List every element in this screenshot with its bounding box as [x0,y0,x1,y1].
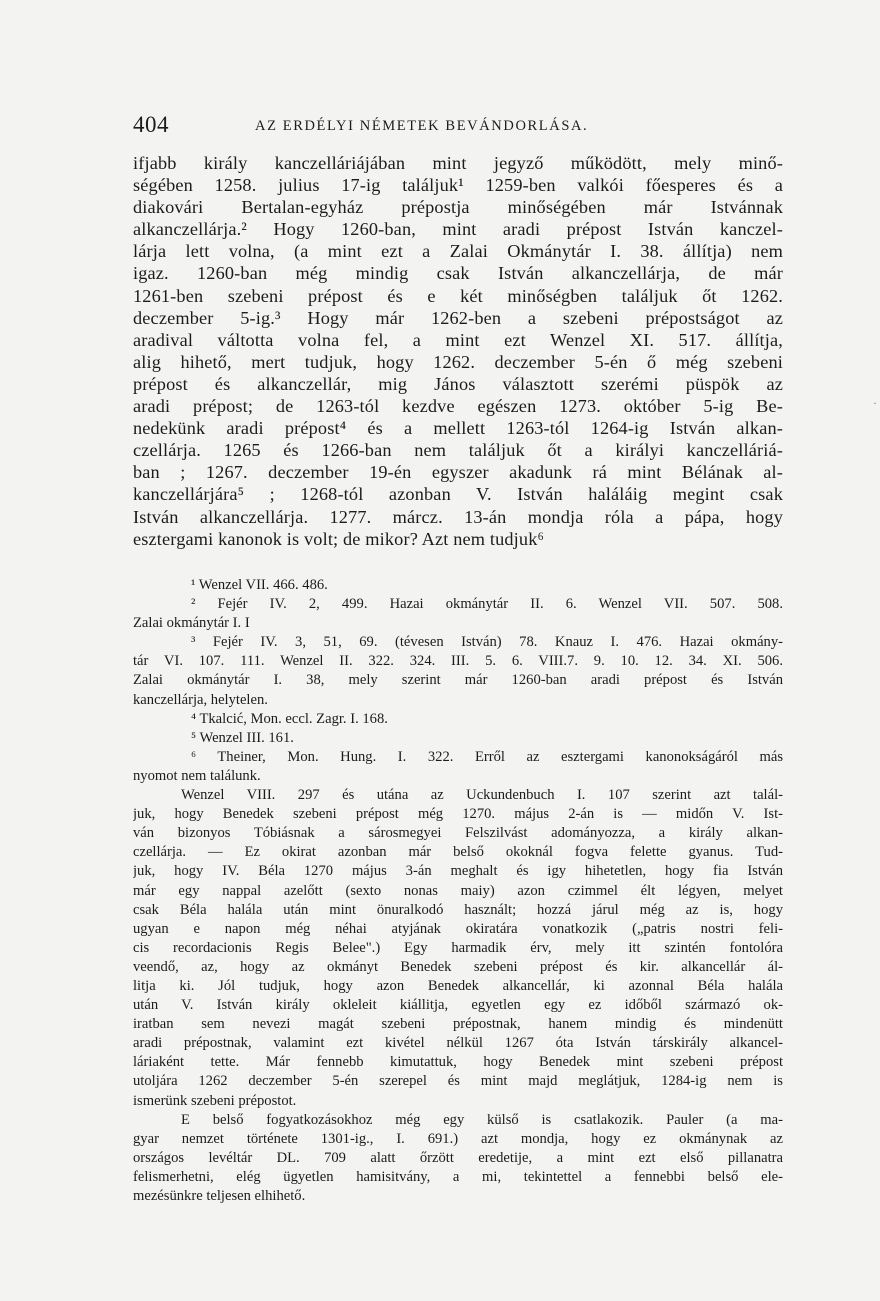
body-text-line: ban ; 1267. deczember 19-én egyszer akadunk rá mint Bélának al- [133,462,783,483]
body-text-line: igaz. 1260-ban még mindig csak István alkanczellárja, de már [133,263,783,284]
footnote-line: aradi prépostnak, valamint ezt kivétel nélkül 1267 óta István társkirály alkancel- [133,1035,783,1052]
footnote-line: utoljára 1262 deczember 5-én szerepel és mint majd meglátjuk, 1284-ig nem is [133,1073,783,1090]
running-title: AZ ERDÉLYI NÉMETEK BEVÁNDORLÁSA. [255,118,589,134]
footnote-line: nyomot nem találunk. [133,767,261,784]
footnote-line: kanczellárja, helytelen. [133,691,268,708]
footnote-line: ⁶ Theiner, Mon. Hung. I. 322. Erről az esztergami kanonokságáról más [191,748,783,765]
footnote-line: ¹ Wenzel VII. 466. 486. [191,577,328,593]
body-text-line: aradival váltotta volna fel, a mint ezt Wenzel XI. 517. állítja, [133,329,783,350]
body-text-line: aradi prépost; de 1263-tól kezdve egészen 1273. október 5-ig Be- [133,396,783,417]
footnote-line: ⁵ Wenzel III. 161. [191,729,294,746]
margin-speck: · [873,396,877,410]
footnote-line: mezésünkre teljesen elhihető. [133,1188,306,1204]
body-text-line: prépost és alkanczellár, mig János választott szerémi püspök az [133,373,783,394]
body-text-line: nedekünk aradi prépost⁴ és a mellett 1263-tól 1264-ig István alkan- [133,418,783,439]
footnote-line: Zalai okmánytár I. I [133,615,250,632]
footnote-line: ⁴ Tkalcić, Mon. eccl. Zagr. I. 168. [191,710,388,727]
body-text-line: lárja lett volna, (a mint ezt a Zalai Okmánytár I. 38. állítja) nem [133,241,783,262]
footnote-line: czellárja. — Ez okirat azonban már belső okoknál fogva felette gyanus. Tud- [133,844,783,861]
footnote-line: ismerünk szebeni prépostot. [133,1092,297,1109]
body-text-line: 1261-ben szebeni prépost és e két minőségben találjuk őt 1262. [133,285,783,306]
footnote-line: E belső fogyatkozásokhoz még egy külső is csatlakozik. Pauler (a ma- [181,1111,783,1128]
body-text-line: diakovári Bertalan-egyház prépostja minőségében már Istvánnak [133,197,783,218]
footnote-line: juk, hogy IV. Béla 1270 május 3-án meghalt és igy hihetetlen, hogy fia István [133,863,783,880]
footnote-line: csak Béla halála után mint önuralkodó használt; hozzá járul még az is, hogy [133,901,783,918]
footnote-line: láriaként tette. Már fennebb kimutattuk, hogy Benedek mint szebeni prépost [133,1054,783,1071]
footnote-line: után V. István király okleleit kiállitja, egyetlen egy ez időből származó ok- [133,997,783,1014]
footnote-line: litja ki. Jól tudjuk, hogy azon Benedek alkancellár, ki azonnal Béla halála [133,977,783,994]
footnote-line: ³ Fejér IV. 3, 51, 69. (tévesen István) 78. Knauz I. 476. Hazai okmány- [191,634,783,651]
body-text-line: esztergami kanonok is volt; de mikor? Azt nem tudjuk⁶ [133,528,545,549]
footnote-line: tár VI. 107. 111. Wenzel II. 322. 324. III. 5. 6. VIII.7. 9. 10. 12. 34. XI. 506. [133,653,783,670]
main-paragraph [133,152,783,550]
body-text-line: ifjabb király kanczelláriájában mint jegyző működött, mely minő- [133,153,783,173]
body-text-line: alkanczellárja.² Hogy 1260-ban, mint aradi prépost István kanczel- [133,219,783,240]
footnote-line: veendő, az, hogy az okmányt Benedek szebeni prépost és kir. alkancellár ál- [133,958,783,975]
footnote-line: gyar nemzet története 1301-ig., I. 691.) azt mondja, hogy ez okmánynak az [133,1130,783,1147]
footnote-line: országos levéltár DL. 709 alatt őrzött eredetije, a mint ezt első pillanatra [133,1149,783,1166]
body-text-line: István alkanczellárja. 1277. márcz. 13-án mondja róla a pápa, hogy [133,506,783,527]
body-text-line: alig hihető, mert tudjuk, hogy 1262. deczember 5-én ő még szebeni [133,351,783,372]
page-header [133,112,783,142]
body-text-line: deczember 5-ig.³ Hogy már 1262-ben a szebeni prépostságot az [133,307,783,328]
footnote-line: ² Fejér IV. 2, 499. Hazai okmánytár II. 6. Wenzel VII. 507. 508. [191,596,783,613]
footnote-line: Zalai okmánytár I. 38, mely szerint már 1260-ban aradi prépost és István [133,672,783,689]
body-text-line: kanczellárjára⁵ ; 1268-tól azonban V. István haláláig megint csak [133,484,783,505]
footnote-line: Wenzel VIII. 297 és utána az Uckundenbuch I. 107 szerint azt talál- [181,787,783,804]
footnote-line: ván bizonyos Tóbiásnak a sárosmegyei Felszilvást adományozza, a király alkan- [133,825,783,842]
footnote-line: felismerhetni, elég ügyetlen hamisitvány, a mi, tekintettel a fennebbi belső ele- [133,1168,783,1185]
footnote-line: juk, hogy Benedek szebeni prépost még 1270. május 2-án is — midőn V. Ist- [133,806,783,823]
footnote-line: cis recordacionis Regis Belee".) Egy harmadik érv, mely itt szintén fontolóra [133,939,783,956]
body-text-line: ségében 1258. julius 17-ig találjuk¹ 1259-ben valkói főesperes és a [133,175,783,196]
page-number: 404 [133,112,169,137]
footnote-line: iratban sem nevezi magát szebeni prépostnak, hanem mindig és mindenütt [133,1016,783,1033]
footnote-line: már egy nappal azelőtt (sexto nonas maiy) azon czimmel élt légyen, melyet [133,882,783,899]
body-text-line: czellárja. 1265 és 1266-ban nem találjuk őt a királyi kanczelláriá- [133,440,783,461]
footnotes-section [133,576,783,1206]
footnote-line: ugyan e napon még néhai atyjának okiratára vonatkozik („patris nostri feli- [133,920,783,937]
